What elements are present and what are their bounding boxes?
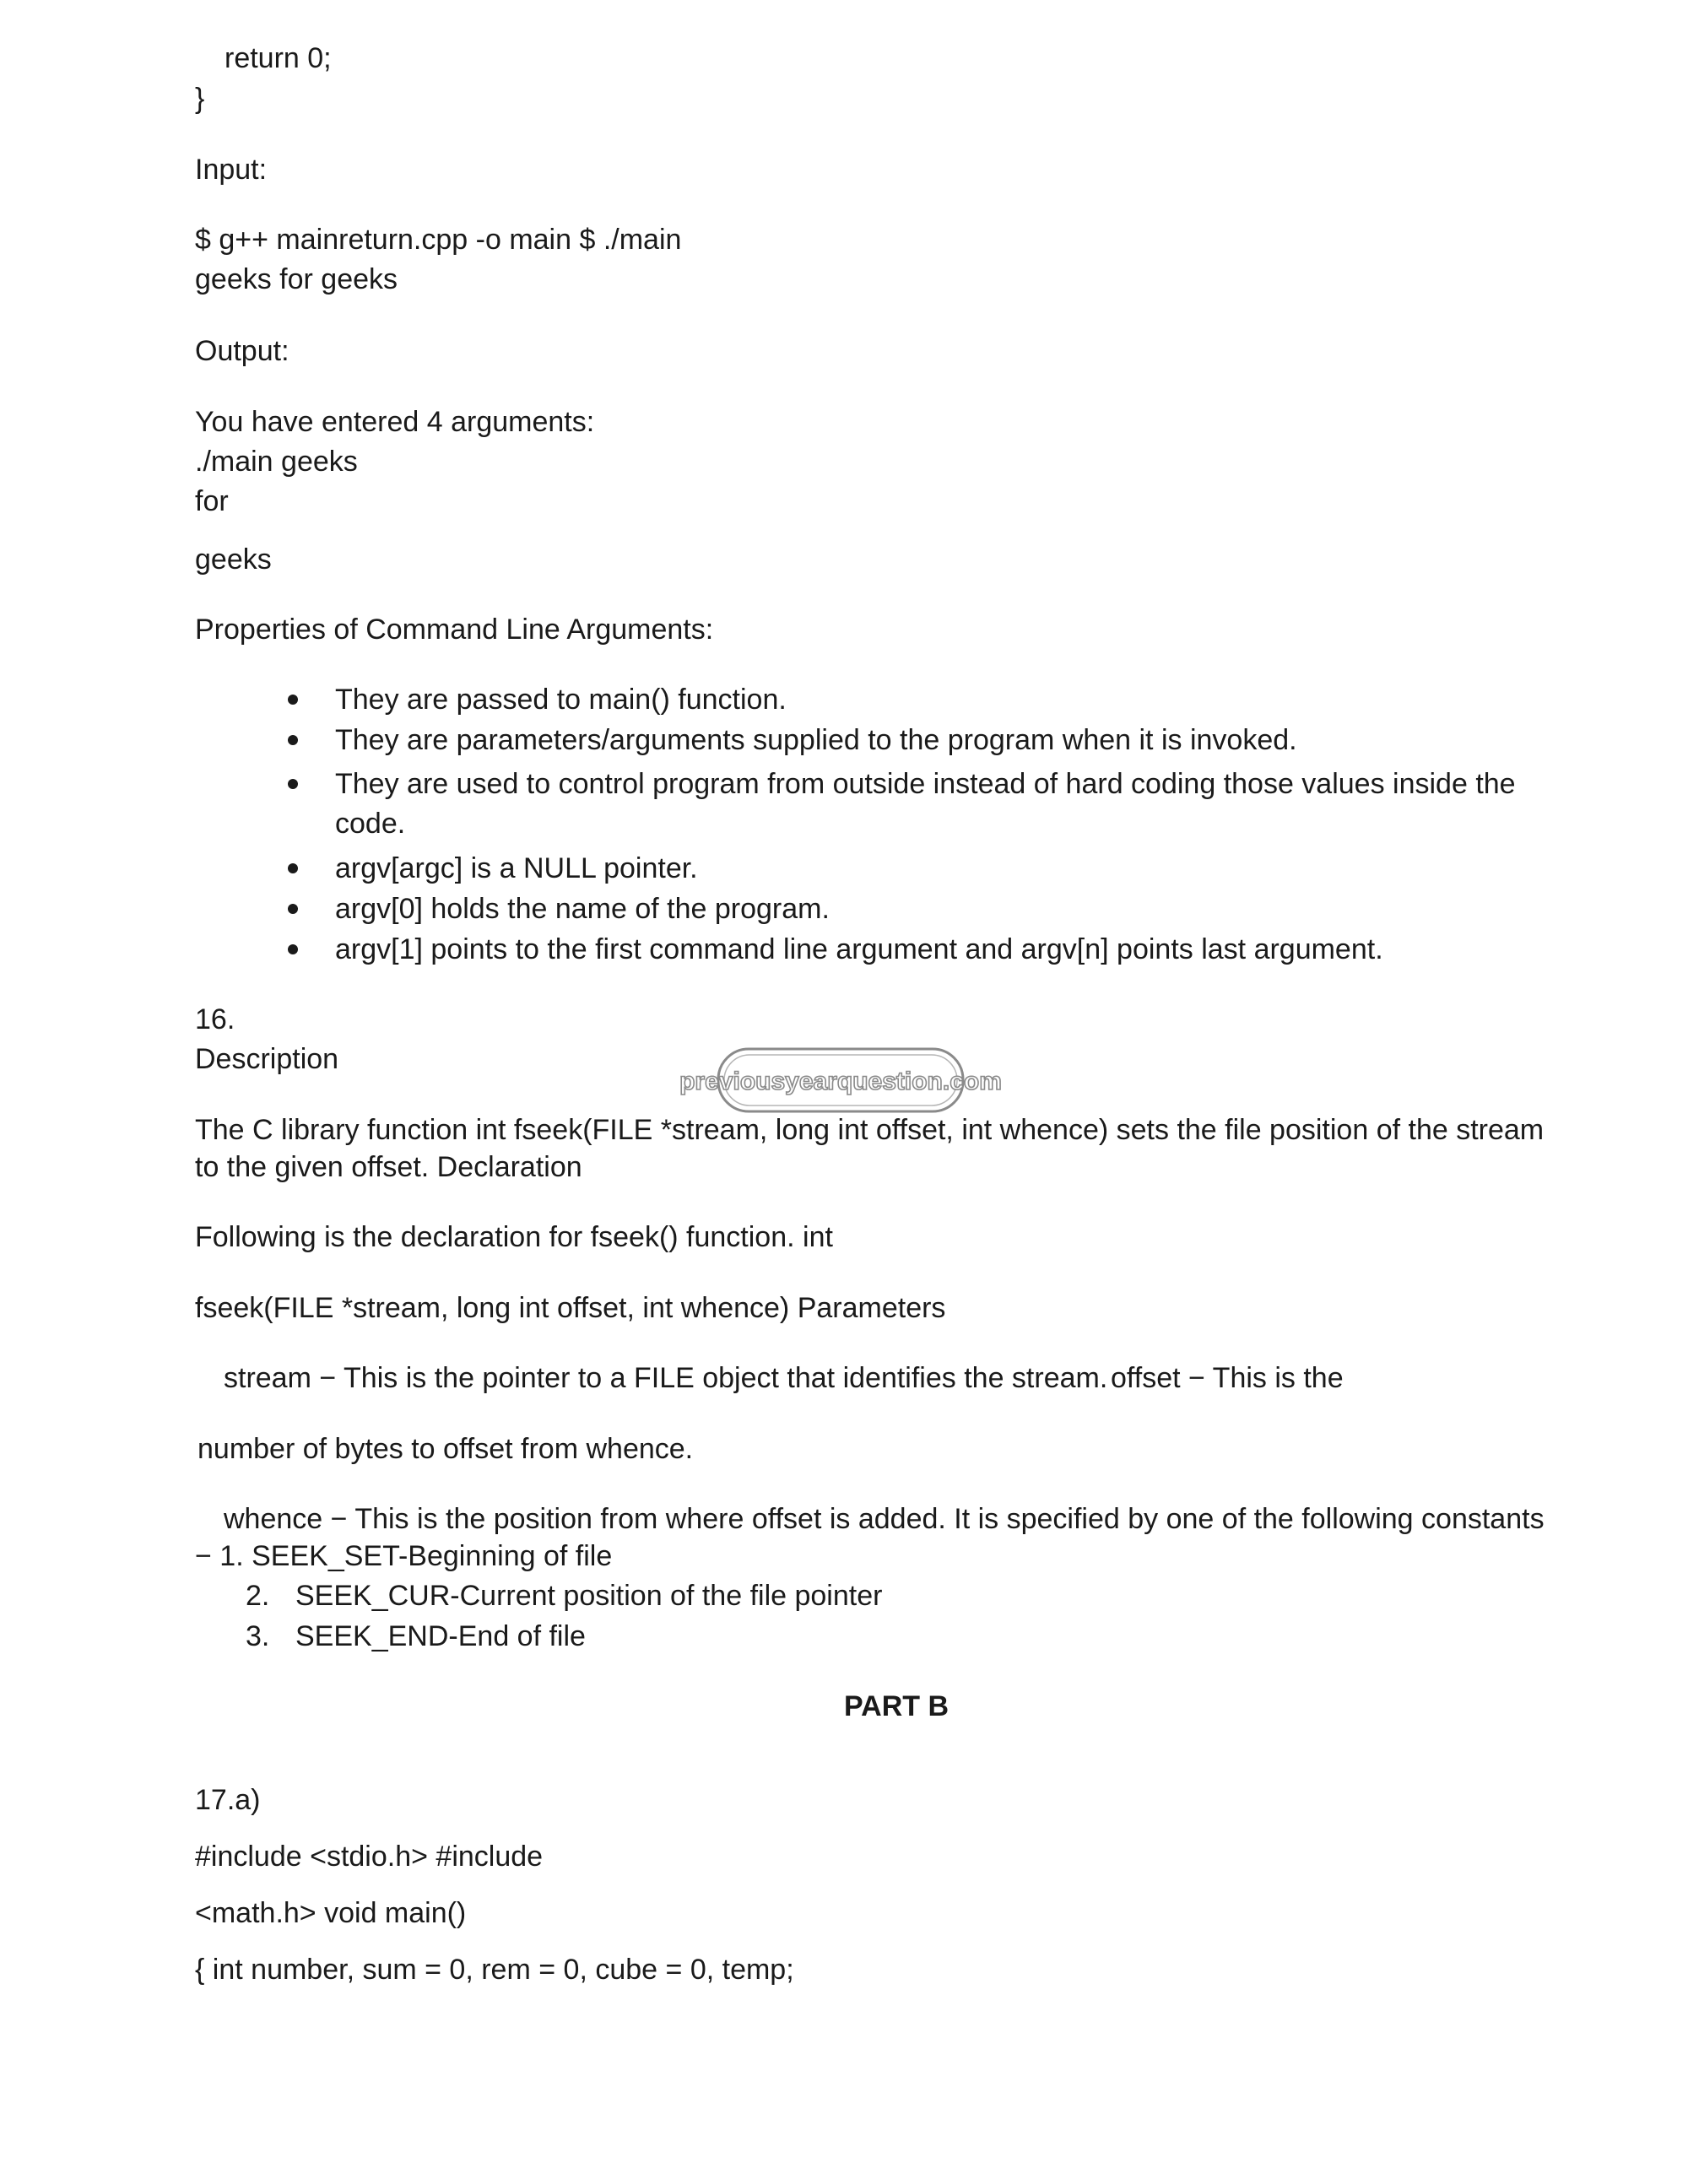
- output-line: for: [195, 485, 229, 517]
- param-offset-continued: number of bytes to offset from whence.: [197, 1433, 694, 1465]
- bullet-icon: [288, 695, 298, 705]
- property-item: They are passed to main() function.: [335, 684, 787, 716]
- output-label: Output:: [195, 335, 289, 367]
- svg-text:previousyearquestion.com: previousyearquestion.com: [679, 1068, 1002, 1095]
- property-item: They are used to control program from outside instead of hard coding those values inside the: [335, 768, 1516, 800]
- input-label: Input:: [195, 154, 268, 186]
- signature-line: fseek(FILE *stream, long int offset, int whence) Parameters: [195, 1292, 946, 1324]
- bullet-icon: [288, 904, 298, 914]
- output-line: ./main geeks: [195, 446, 358, 478]
- constant-item: − 1. SEEK_SET-Beginning of file: [195, 1540, 613, 1572]
- bullet-icon: [288, 779, 298, 789]
- question-number: 16.: [195, 1003, 235, 1035]
- properties-heading: Properties of Command Line Arguments:: [195, 614, 714, 646]
- code-line: <math.h> void main(): [195, 1897, 467, 1929]
- declaration-line: Following is the declaration for fseek() function. int: [195, 1221, 833, 1253]
- property-item: argv[0] holds the name of the program.: [335, 893, 830, 925]
- bullet-icon: [288, 735, 298, 745]
- code-close-brace: }: [195, 83, 205, 115]
- property-item: They are parameters/arguments supplied to the program when it is invoked.: [335, 724, 1297, 756]
- property-item: argv[1] points to the first command line argument and argv[n] points last argument.: [335, 933, 1383, 965]
- param-whence: whence − This is the position from where offset is added. It is specified by one of the following constants: [224, 1503, 1545, 1535]
- constant-item: SEEK_END-End of file: [295, 1620, 586, 1652]
- code-line: { int number, sum = 0, rem = 0, cube = 0, temp;: [195, 1954, 794, 1986]
- watermark-logo: [679, 1046, 1002, 1114]
- section-heading: PART B: [844, 1690, 950, 1722]
- bullet-icon: [288, 863, 298, 873]
- param-offset: offset − This is the: [1111, 1362, 1344, 1394]
- param-stream: stream − This is the pointer to a FILE object that identifies the stream.: [224, 1362, 1108, 1394]
- constant-number: 2.: [246, 1580, 270, 1612]
- fseek-description-line: to the given offset. Declaration: [195, 1151, 582, 1183]
- output-line: geeks: [195, 543, 272, 576]
- constant-number: 3.: [246, 1620, 270, 1652]
- code-line: #include <stdio.h> #include: [195, 1841, 544, 1873]
- input-command: $ g++ mainreturn.cpp -o main $ ./main: [195, 224, 682, 256]
- input-args: geeks for geeks: [195, 263, 398, 295]
- property-item-continued: code.: [335, 808, 406, 840]
- constant-item: SEEK_CUR-Current position of the file pointer: [295, 1580, 883, 1612]
- bullet-icon: [288, 944, 298, 954]
- description-label: Description: [195, 1043, 339, 1075]
- property-item: argv[argc] is a NULL pointer.: [335, 852, 698, 884]
- question-label: 17.a): [195, 1784, 261, 1816]
- code-return-line: return 0;: [225, 42, 332, 74]
- fseek-description-line: The C library function int fseek(FILE *stream, long int offset, int whence) sets the file position of the stream: [195, 1114, 1545, 1146]
- output-line: You have entered 4 arguments:: [195, 406, 595, 438]
